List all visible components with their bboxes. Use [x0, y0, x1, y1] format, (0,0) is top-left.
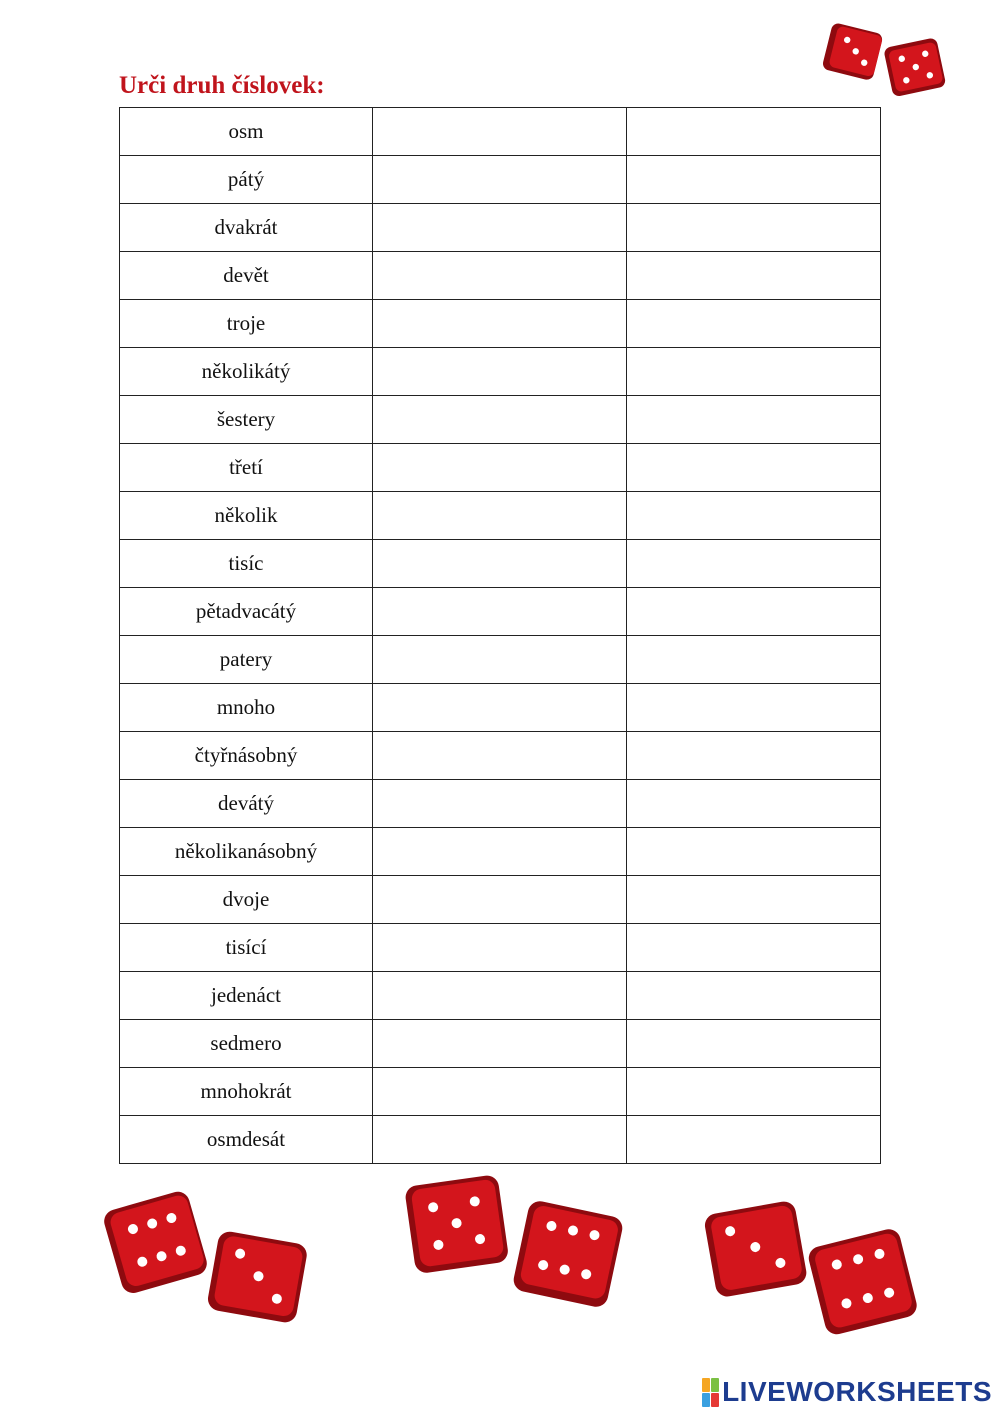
- answer-cell[interactable]: [627, 1020, 881, 1068]
- table-row: [120, 972, 881, 1020]
- answer-cell[interactable]: [373, 1068, 627, 1116]
- answer-cell[interactable]: [373, 492, 627, 540]
- answer-cell[interactable]: [627, 108, 881, 156]
- answer-cell[interactable]: [373, 876, 627, 924]
- table-row: [120, 876, 881, 924]
- answer-cell[interactable]: [373, 396, 627, 444]
- table-row: [120, 444, 881, 492]
- numeral-word: tisíc: [120, 540, 373, 588]
- table-row: [120, 492, 881, 540]
- numeral-word: patery: [120, 636, 373, 684]
- answer-cell[interactable]: [627, 300, 881, 348]
- table-row: [120, 1020, 881, 1068]
- numeral-word: několikátý: [120, 348, 373, 396]
- table-row: [120, 1116, 881, 1164]
- table-row: [120, 636, 881, 684]
- numeral-word: několik: [120, 492, 373, 540]
- numerals-table: [119, 107, 881, 1164]
- numeral-word: šestery: [120, 396, 373, 444]
- answer-cell[interactable]: [373, 780, 627, 828]
- answer-cell[interactable]: [373, 1116, 627, 1164]
- answer-cell[interactable]: [627, 636, 881, 684]
- numeral-word: pětadvacátý: [120, 588, 373, 636]
- numeral-word: sedmero: [120, 1020, 373, 1068]
- answer-cell[interactable]: [627, 444, 881, 492]
- answer-cell[interactable]: [627, 1116, 881, 1164]
- answer-cell[interactable]: [373, 924, 627, 972]
- table-row: [120, 828, 881, 876]
- numeral-word: několikanásobný: [120, 828, 373, 876]
- dice-icon: [700, 1195, 925, 1340]
- numeral-word: čtyřnásobný: [120, 732, 373, 780]
- answer-cell[interactable]: [627, 732, 881, 780]
- table-row: [120, 396, 881, 444]
- answer-cell[interactable]: [627, 588, 881, 636]
- answer-cell[interactable]: [627, 156, 881, 204]
- answer-cell[interactable]: [627, 876, 881, 924]
- liveworksheets-logo-icon: [702, 1378, 719, 1407]
- table-row: [120, 780, 881, 828]
- answer-cell[interactable]: [627, 540, 881, 588]
- answer-cell[interactable]: [373, 636, 627, 684]
- answer-cell[interactable]: [373, 348, 627, 396]
- table-row: [120, 588, 881, 636]
- answer-cell[interactable]: [627, 684, 881, 732]
- answer-cell[interactable]: [627, 252, 881, 300]
- answer-cell[interactable]: [627, 492, 881, 540]
- liveworksheets-logo: [702, 1376, 992, 1408]
- answer-cell[interactable]: [627, 828, 881, 876]
- answer-cell[interactable]: [627, 972, 881, 1020]
- numeral-word: dvoje: [120, 876, 373, 924]
- answer-cell[interactable]: [627, 924, 881, 972]
- answer-cell[interactable]: [373, 108, 627, 156]
- numeral-word: devět: [120, 252, 373, 300]
- numeral-word: osm: [120, 108, 373, 156]
- table-row: [120, 1068, 881, 1116]
- answer-cell[interactable]: [373, 588, 627, 636]
- numeral-word: devátý: [120, 780, 373, 828]
- table-row: [120, 300, 881, 348]
- brand-name: LIVEWORKSHEETS: [722, 1376, 992, 1407]
- answer-cell[interactable]: [627, 1068, 881, 1116]
- dice-icon: [820, 20, 950, 105]
- answer-cell[interactable]: [373, 156, 627, 204]
- answer-cell[interactable]: [373, 204, 627, 252]
- dice-icon: [400, 1170, 630, 1320]
- numeral-word: troje: [120, 300, 373, 348]
- table-row: [120, 252, 881, 300]
- table-row: [120, 924, 881, 972]
- answer-cell[interactable]: [373, 972, 627, 1020]
- answer-cell[interactable]: [373, 828, 627, 876]
- answer-cell[interactable]: [373, 444, 627, 492]
- answer-cell[interactable]: [627, 348, 881, 396]
- answer-cell[interactable]: [627, 780, 881, 828]
- answer-cell[interactable]: [373, 252, 627, 300]
- answer-cell[interactable]: [373, 300, 627, 348]
- table-row: [120, 204, 881, 252]
- numeral-word: mnohokrát: [120, 1068, 373, 1116]
- table-row: [120, 540, 881, 588]
- table-row: [120, 348, 881, 396]
- numeral-word: osmdesát: [120, 1116, 373, 1164]
- table-row: [120, 108, 881, 156]
- numeral-word: třetí: [120, 444, 373, 492]
- table-row: [120, 156, 881, 204]
- numeral-word: tisící: [120, 924, 373, 972]
- numeral-word: pátý: [120, 156, 373, 204]
- numeral-word: dvakrát: [120, 204, 373, 252]
- numeral-word: jedenáct: [120, 972, 373, 1020]
- worksheet-title: Urči druh číslovek:: [119, 72, 325, 99]
- numeral-word: mnoho: [120, 684, 373, 732]
- answer-cell[interactable]: [373, 684, 627, 732]
- answer-cell[interactable]: [373, 732, 627, 780]
- answer-cell[interactable]: [373, 1020, 627, 1068]
- answer-cell[interactable]: [627, 204, 881, 252]
- answer-cell[interactable]: [627, 396, 881, 444]
- dice-icon: [100, 1185, 320, 1330]
- table-row: [120, 684, 881, 732]
- table-row: [120, 732, 881, 780]
- answer-cell[interactable]: [373, 540, 627, 588]
